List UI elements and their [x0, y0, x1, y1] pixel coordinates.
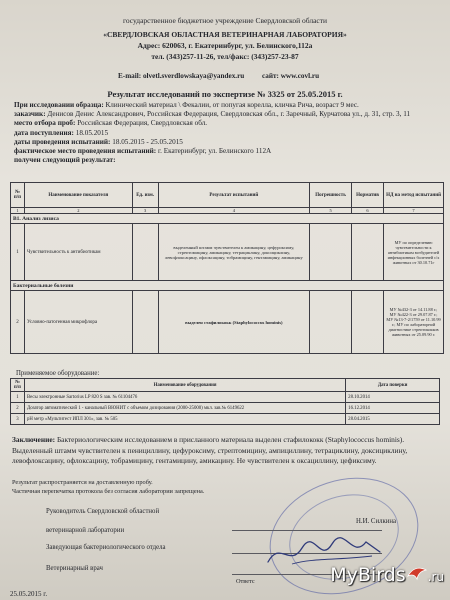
table-row	[11, 392, 440, 403]
row-number: 1	[11, 224, 25, 281]
section-title: В1. Анализ лизиса	[11, 214, 444, 224]
sample-value: Клинический материал \ Фекалии, от попугая корелла, кличка Рича, возраст 9 мес.	[105, 101, 359, 109]
table-row	[11, 414, 440, 425]
col-header: № п/п	[11, 379, 25, 392]
customer-value: Денисов Денис Александрович, Российская Федерация, Свердловская обл., г. Заречный, Курчатова ул., д. 31, стр. 3, 11	[47, 110, 411, 119]
col-header: НД на метод испытаний	[384, 183, 444, 208]
norm-cell	[352, 291, 384, 354]
row-number: 2	[11, 291, 25, 354]
equipment-title: Применяемое оборудование:	[16, 370, 100, 377]
equipment-date: 28.04.2015	[346, 414, 440, 425]
indicator-name: Чувствительность к антибиотикам	[24, 224, 132, 281]
lab-email: E-mail: olvetl.sverdlowskaya@yandex.ru	[118, 72, 245, 80]
equipment-table	[10, 378, 440, 425]
section-row	[11, 214, 444, 224]
head-title-line-1: Руководитель Свердловской областной	[46, 508, 160, 515]
results-table	[10, 182, 444, 354]
col-header: Наименование оборудования	[24, 379, 345, 392]
table-row	[11, 403, 440, 414]
watermark-text: MyBirds	[330, 564, 406, 586]
conclusion	[12, 435, 438, 467]
bird-logo-icon	[406, 564, 428, 582]
col-number: 3	[132, 208, 158, 214]
col-number: 5	[310, 208, 352, 214]
conclusion-text: Бактериологическим исследованием в присланного материала выделен стафилококк (Staphylococcus hominis). Выделенный штамм чувствителен к пенициллину, цефуроксиму, стрептомицину, ампициллину, тетрациклину, доксициклину, левофлоксацину, офлоксацину, тобрамицину, гентамицину, амикацину. Не чувствителен к оксациллину, цефиксиму.	[12, 435, 408, 466]
equipment-date: 16.12.2014	[346, 403, 440, 414]
table-row	[11, 224, 444, 281]
place-value: Российская Федерация, Свердловская обл.	[77, 119, 208, 128]
method-cell: МУ №432-3 от 14.11.88 г.; МУ №422-3 от 29.07.87 г.; МУ №13-7-2/1759 от 11.10.99 г.; МУ по лабораторной диагностике стрептококков животных от 25.09.90 г.	[384, 291, 444, 354]
col-header: Погрешность	[310, 183, 352, 208]
sample-info	[14, 101, 440, 165]
mybirds-watermark	[330, 564, 444, 586]
col-header: № п/п	[11, 183, 25, 208]
result-cell: выделен стафилококк (Staphylococcus hominis)	[158, 291, 309, 354]
error-cell	[310, 291, 352, 354]
equipment-date: 28.10.2014	[346, 392, 440, 403]
unit-cell	[132, 291, 158, 354]
indicator-name: Условно-патогенная микрофлора	[24, 291, 132, 354]
equipment-name: Весы электронные Sartorius LP 820 S зав. № 61104476	[24, 392, 345, 403]
footer-partial-text: Ответс	[236, 578, 255, 585]
section-row	[11, 281, 444, 291]
signature-line	[232, 530, 382, 531]
lab-phones: тел. (343)257-11-26, тел/факс: (343)257-23-87	[151, 52, 299, 61]
dates-value: 18.05.2015 - 25.05.2015	[112, 137, 183, 146]
error-cell	[310, 224, 352, 281]
section-title: Бактериальные болезни	[11, 281, 444, 291]
conclusion-label: Заключение:	[12, 435, 56, 444]
vet-title: Ветеринарный врач	[46, 565, 103, 572]
col-number: 1	[11, 208, 25, 214]
lab-name: «СВЕРДЛОВСКАЯ ОБЛАСТНАЯ ВЕТЕРИНАРНАЯ ЛАБОРАТОРИЯ»	[103, 30, 347, 39]
lab-site: сайт: www.covl.ru	[262, 72, 320, 80]
customer-label: заказчик:	[14, 110, 46, 119]
unit-cell	[132, 224, 158, 281]
equipment-name: Дозатор автоматический 1 - канальный ВЮНИТ с объемом дозирования (2000-25000) мкл. зав.№ 6149622	[24, 403, 345, 414]
document-date: 25.05.2015 г.	[10, 590, 48, 598]
method-cell: МУ по определению чувствительности к антибиотикам возбудителей инфекционных болезней с/х животных от 30.10.71г	[384, 224, 444, 281]
dates-label: даты проведения испытаний:	[14, 137, 111, 146]
received-label: дата поступления:	[14, 128, 74, 137]
result-cell: выделенный штамм чувствителен к амикацину, цефуроксиму, стрептомицину, амикацину, тетрациклину, доксициклину, левофлоксацину, офлоксацину, тобрамицину, гентамицину, амикацину	[158, 224, 309, 281]
note-line-2: Частичная перепечатка протокола без согласия лаборатории запрещена.	[12, 488, 205, 495]
equipment-name: pH метр «Мультитест ИПЛ 301», зав. № 505	[24, 414, 345, 425]
result-label: получен следующий результат:	[14, 156, 116, 165]
col-number: 6	[352, 208, 384, 214]
table-row	[11, 291, 444, 354]
head-title-line-2: ветеринарной лаборатории	[46, 527, 125, 534]
results-header-row	[11, 183, 444, 208]
col-header: Норматив	[352, 183, 384, 208]
sample-label: При исследовании образца:	[14, 101, 104, 109]
org-line: государственное бюджетное учреждение Свердловской области	[122, 16, 328, 25]
document-title: Результат исследований по экспертизе № 3325 от 25.05.2015 г.	[107, 89, 343, 99]
lab-address: Адрес: 620063, г. Екатеринбург, ул. Белинского,112а	[137, 41, 313, 50]
actual-place-value: г. Екатеринбург, ул. Белинского 112А	[157, 147, 272, 156]
col-header: Наименование показателя	[24, 183, 132, 208]
equipment-num: 2	[11, 403, 25, 414]
col-number: 2	[24, 208, 132, 214]
equipment-num: 3	[11, 414, 25, 425]
place-label: место отбора проб:	[14, 119, 76, 128]
equipment-header-row	[11, 379, 440, 392]
watermark-suffix: .ru	[427, 570, 444, 584]
received-value: 18.05.2015	[75, 128, 109, 137]
actual-place-label: фактическое место проведения испытаний:	[14, 147, 157, 156]
dept-head-title: Заведующая бактериологического отдела	[46, 544, 166, 551]
head-name: Н.И. Силкина	[356, 518, 397, 525]
equipment-num: 1	[11, 392, 25, 403]
note-line-1: Результат распространяется на доставленную пробу.	[12, 479, 153, 486]
col-header: Дата поверки	[346, 379, 440, 392]
col-header: Результат испытаний	[158, 183, 309, 208]
col-number: 4	[158, 208, 309, 214]
norm-cell	[352, 224, 384, 281]
col-header: Ед. изм.	[132, 183, 158, 208]
col-number: 7	[384, 208, 444, 214]
